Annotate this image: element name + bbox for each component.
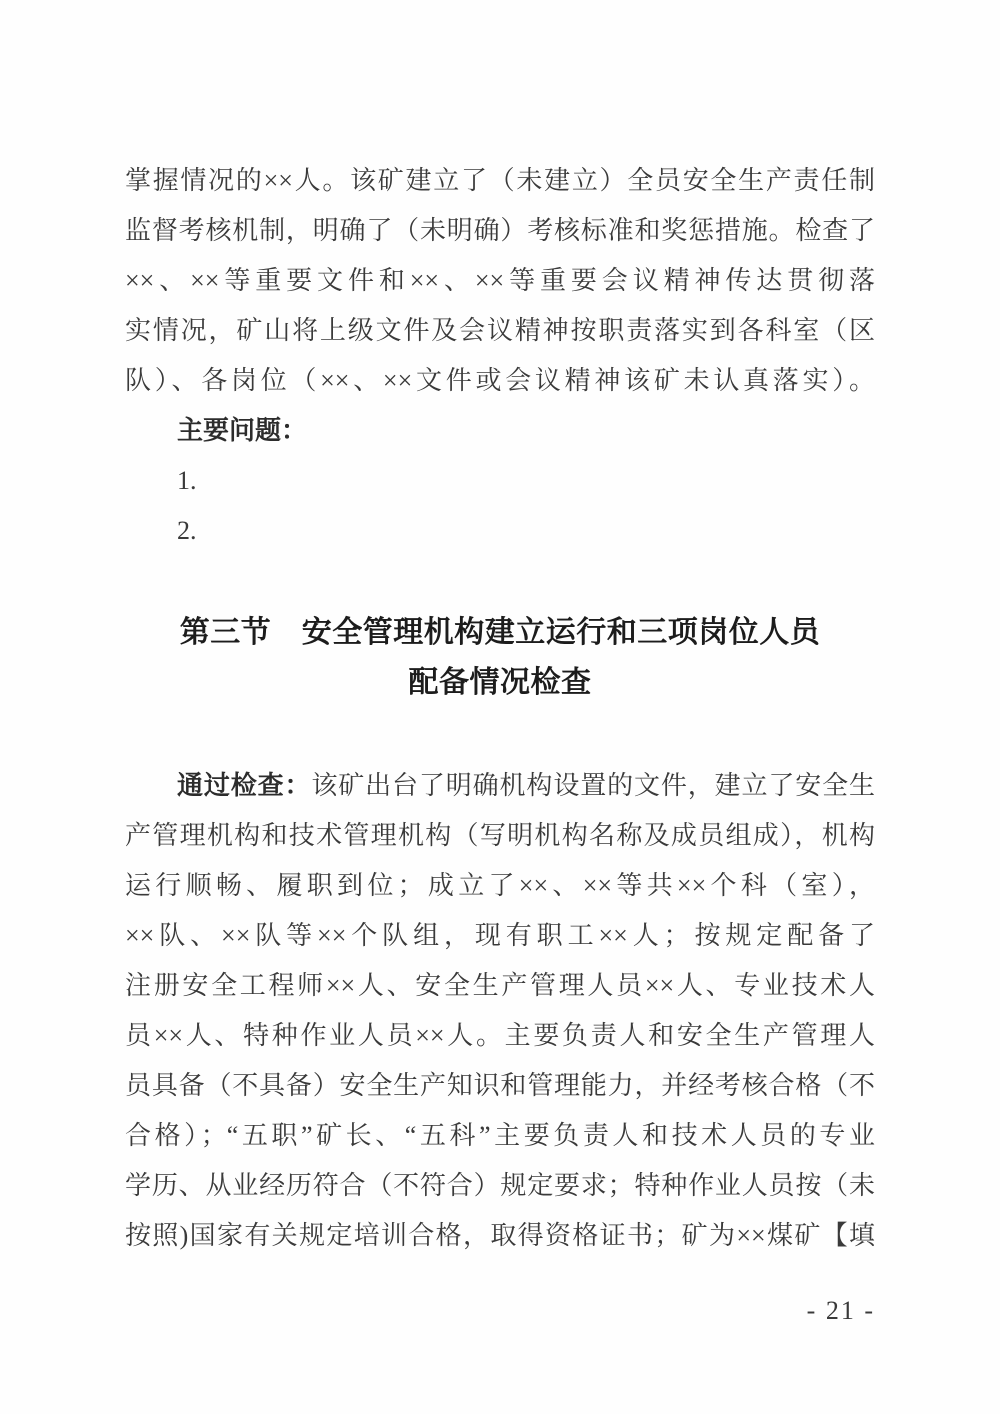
body-text-line: 按照)国家有关规定培训合格，取得资格证书；矿为××煤矿【填 (125, 1221, 875, 1250)
paragraph-responsibility-system (125, 156, 875, 406)
body-text-line: 注册安全工程师××人、安全生产管理人员××人、专业技术人 (125, 971, 875, 1000)
page-number: - 21 - (806, 1296, 875, 1325)
body-text-line: 合格）；“五职”矿长、“五科”主要负责人和技术人员的专业 (125, 1121, 875, 1150)
body-text-line: 实情况，矿山将上级文件及会议精神按职责落实到各科室（区 (125, 316, 875, 345)
body-text-line: ××、××等重要文件和××、××等重要会议精神传达贯彻落 (125, 266, 875, 295)
body-text-line: 员具备（不具备）安全生产知识和管理能力，并经考核合格（不 (125, 1071, 875, 1100)
body-text-line: 员××人、特种作业人员××人。主要负责人和安全生产管理人 (125, 1021, 875, 1050)
body-text-span: 该矿出台了明确机构设置的文件，建立了安全生 (311, 771, 875, 800)
body-text-line: ××队、××队等××个队组，现有职工××人；按规定配备了 (125, 921, 875, 950)
body-text-line (125, 761, 875, 811)
body-text-line: 掌握情况的××人。该矿建立了（未建立）全员安全生产责任制 (125, 166, 875, 195)
paragraph-inspection-findings (125, 761, 875, 1261)
body-text-line: 队）、各岗位（××、××文件或会议精神该矿未认真落实）。 (125, 366, 875, 395)
section-heading-line-2: 配备情况检查 (408, 666, 592, 699)
section-heading (125, 608, 875, 708)
page-body (125, 156, 875, 1261)
issues-label: 主要问题： (177, 416, 308, 445)
section-heading-line-1: 第三节 安全管理机构建立运行和三项岗位人员 (179, 616, 821, 649)
body-text-line: 产管理机构和技术管理机构（写明机构名称及成员组成），机构 (125, 821, 875, 850)
issue-item-1: 1. (177, 466, 197, 495)
body-text-line: 学历、从业经历符合（不符合）规定要求；特种作业人员按（未 (125, 1171, 875, 1200)
body-text-line: 监督考核机制，明确了（未明确）考核标准和奖惩措施。检查了 (125, 216, 875, 245)
issue-item-2: 2. (177, 516, 197, 545)
inspection-lead-label: 通过检查： (177, 771, 312, 800)
body-text-line: 运行顺畅、履职到位；成立了××、××等共××个科（室）， (125, 871, 875, 900)
